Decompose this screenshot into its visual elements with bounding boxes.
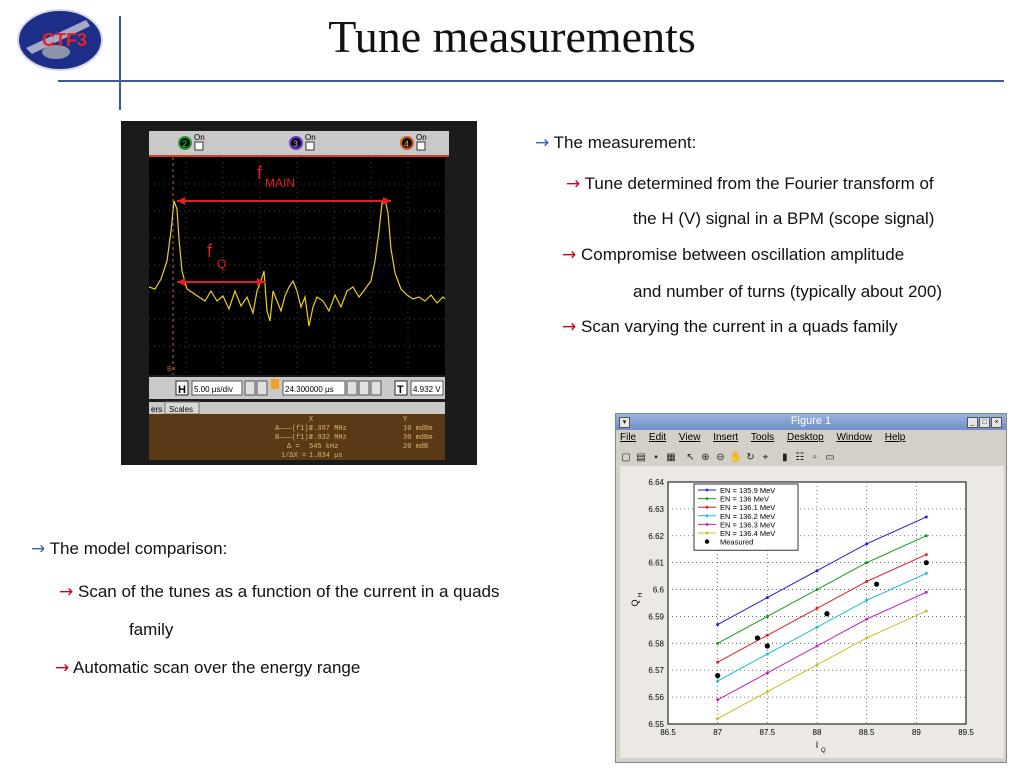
svg-text:2.387 MHz: 2.387 MHz [309, 425, 347, 433]
svg-text:A———(f1)=: A———(f1)= [275, 425, 313, 433]
svg-text:Δ =: Δ = [287, 443, 300, 451]
y-tick-label: 6.58 [648, 639, 664, 649]
series-2-point [716, 642, 719, 645]
print-icon[interactable]: ▦ [666, 452, 676, 463]
x-tick-label: 88.5 [858, 728, 875, 737]
y-axis-label-subscript: H [638, 592, 644, 597]
series-6-point [716, 717, 719, 720]
y-tick-label: 6.59 [648, 612, 664, 622]
svg-text:30 mdBm: 30 mdBm [403, 434, 433, 442]
measured-point [715, 673, 720, 678]
series-5-point [716, 698, 719, 701]
svg-text:H: H [178, 384, 186, 396]
svg-text:1/ΔX =: 1/ΔX = [281, 452, 307, 460]
y-tick-label: 6.55 [648, 720, 664, 729]
legend-marker [706, 489, 709, 492]
figure-toolbar [620, 447, 1004, 463]
delay-left-button[interactable] [347, 381, 357, 395]
arrow-right-icon: → [562, 317, 577, 337]
y-tick-label: 6.61 [648, 558, 664, 568]
new-icon[interactable]: ▢ [621, 452, 631, 463]
menu-view[interactable]: View [678, 432, 701, 443]
menu-tools[interactable]: Tools [750, 432, 775, 443]
scope-screenshot [121, 121, 477, 465]
arrow-right-icon: → [55, 658, 70, 678]
menu-insert[interactable]: Insert [713, 432, 739, 443]
y-axis-label: Q [630, 599, 640, 607]
series-2-point [766, 615, 769, 618]
menu-window[interactable]: Window [836, 432, 873, 443]
menu-file[interactable]: File [620, 432, 637, 443]
arrow-right-icon: → [535, 133, 550, 153]
svg-text:1.834 µs: 1.834 µs [309, 452, 343, 460]
menu-desktop[interactable]: Desktop [786, 432, 824, 443]
svg-text:4: 4 [404, 139, 410, 149]
right-bullet-3-line1: Scan varying the current in a quads family [580, 317, 898, 336]
legend-entry: EN = 136.1 MeV [720, 503, 776, 513]
menu-help[interactable]: Help [884, 432, 906, 443]
x-tick-label: 89.5 [958, 728, 974, 737]
series-1-point [766, 596, 769, 599]
series-5-point [865, 618, 868, 621]
show-plot-tools-icon[interactable]: ▭ [825, 452, 835, 463]
zoom-out-icon[interactable]: ⊖ [716, 452, 725, 463]
series-3-point [766, 634, 769, 637]
legend-entry: EN = 136.2 MeV [720, 511, 776, 521]
slide-title: Tune measurements [328, 11, 696, 62]
legend-entry: EN = 135.9 MeV [720, 486, 776, 495]
legend-marker [706, 523, 709, 526]
svg-text:20 mdB: 20 mdB [403, 443, 429, 451]
series-4-point [766, 653, 769, 656]
figure-title: Figure 1 [790, 415, 832, 427]
left-heading-text: The model comparison: [49, 539, 228, 558]
series-3-point [865, 580, 868, 583]
arrow-right-icon: → [59, 582, 74, 602]
series-5-point [766, 671, 769, 674]
measured-point [924, 560, 929, 565]
right-bullet-2 [562, 245, 904, 265]
right-bullet-1 [566, 174, 934, 194]
right-bullet-2-line2: and number of turns (typically about 200) [633, 282, 943, 301]
zoom-in-icon[interactable]: ⊕ [701, 452, 710, 463]
series-3-point [816, 607, 819, 610]
x-tick-label: 86.5 [660, 728, 676, 737]
svg-text:10 mdBm: 10 mdBm [403, 425, 433, 433]
series-1-point [816, 569, 819, 572]
arrow-right-icon: → [566, 174, 581, 194]
tune-chart [620, 466, 1004, 758]
open-icon[interactable]: ▤ [636, 452, 646, 463]
tab-scales[interactable]: Scales [169, 405, 194, 414]
y-tick-label: 6.56 [648, 693, 664, 703]
series-6-point [766, 690, 769, 693]
right-bullet-3 [562, 317, 898, 337]
series-4-point [816, 626, 819, 629]
right-bullet-1-line2: the H (V) signal in a BPM (scope signal) [633, 209, 935, 228]
series-1-point [865, 542, 868, 545]
series-6-point [925, 610, 928, 613]
y-tick-label: 6.57 [648, 666, 664, 676]
series-2-point [816, 588, 819, 591]
x-tick-label: 87 [713, 728, 723, 737]
trigger-marker-icon [271, 379, 279, 389]
time-up-button[interactable] [257, 381, 267, 395]
menu-edit[interactable]: Edit [648, 432, 667, 443]
left-bullet-2 [55, 658, 360, 678]
series-1-point [925, 515, 928, 518]
y-tick-label: 6.63 [648, 504, 664, 514]
legend-marker [706, 506, 709, 509]
svg-text:Y: Y [403, 416, 408, 424]
series-4-point [925, 572, 928, 575]
data-cursor-icon[interactable]: ⌖ [762, 452, 769, 463]
f-main-subscript: MAIN [265, 176, 295, 190]
save-icon[interactable]: ▪ [654, 452, 658, 463]
arrow-right-icon: → [562, 245, 577, 265]
series-2-point [865, 561, 868, 564]
window-menu-icon[interactable]: ▾ [619, 417, 630, 428]
rotate-icon[interactable]: ↻ [746, 452, 755, 463]
figure-window [615, 413, 1007, 763]
svg-text:5.00 µs/div: 5.00 µs/div [194, 385, 233, 394]
svg-text:T: T [397, 384, 404, 396]
right-heading [535, 133, 696, 153]
measured-point [824, 611, 829, 616]
series-6-point [865, 636, 868, 639]
y-tick-label: 6.62 [648, 531, 664, 541]
legend-entry: EN = 136 MeV [720, 494, 769, 504]
series-2-point [925, 534, 928, 537]
series-1-point [716, 623, 719, 626]
series-5-point [816, 645, 819, 648]
series-3-point [716, 661, 719, 664]
svg-text:545 kHz: 545 kHz [309, 443, 339, 451]
series-6-point [816, 663, 819, 666]
arrow-right-icon: → [31, 539, 46, 559]
legend-icon[interactable]: ☷ [795, 452, 805, 463]
x-tick-label: 89 [911, 728, 921, 737]
svg-text:2: 2 [182, 139, 188, 149]
close-icon[interactable]: × [991, 417, 1002, 428]
legend-marker [705, 539, 709, 543]
maximize-icon[interactable]: □ [979, 417, 990, 428]
x-tick-label: 88 [812, 728, 822, 737]
left-heading [31, 539, 227, 559]
x-axis-label-subscript: Q [821, 748, 826, 754]
series-4-point [865, 599, 868, 602]
svg-text:B———(f1)=: B———(f1)= [275, 434, 313, 442]
right-bullet-1-line1: Tune determined from the Fourier transform of [584, 174, 934, 193]
hide-plot-tools-icon[interactable]: ▫ [813, 452, 817, 463]
right-heading-text: The measurement: [553, 133, 697, 152]
colorbar-icon[interactable]: ▮ [782, 452, 788, 463]
measured-point [755, 635, 760, 640]
legend-entry: EN = 136.4 MeV [720, 529, 776, 538]
legend-marker [706, 497, 709, 500]
legend-marker [706, 514, 709, 517]
delay-zero-button[interactable] [359, 381, 369, 395]
x-axis-label: I [815, 740, 819, 750]
measured-point [874, 582, 879, 587]
figure-menubar [620, 432, 915, 443]
time-down-button[interactable] [245, 381, 255, 395]
svg-text:On: On [194, 133, 205, 142]
left-bullet-1-line1: Scan of the tunes as a function of the current in a quads [77, 582, 500, 601]
left-bullet-2-line1: Automatic scan over the energy range [73, 658, 361, 677]
left-bullet-1-line2: family [129, 620, 174, 639]
svg-text:On: On [416, 133, 427, 142]
measured-point [765, 643, 770, 648]
right-bullet-2-line1: Compromise between oscillation amplitude [580, 245, 905, 264]
delay-right-button[interactable] [371, 381, 381, 395]
y-tick-label: 6.6 [652, 585, 664, 595]
svg-text:24.300000 µs: 24.300000 µs [285, 385, 334, 394]
series-3-point [925, 553, 928, 556]
svg-text:B×: B× [167, 366, 176, 373]
tab-markers[interactable]: ers [151, 405, 163, 414]
figure-canvas [620, 466, 1004, 758]
legend-entry: Measured [720, 537, 754, 547]
minimize-icon[interactable]: _ [967, 417, 978, 428]
series-4-point [716, 679, 719, 682]
x-tick-label: 87.5 [759, 728, 776, 737]
figure-titlebar[interactable] [616, 414, 1006, 430]
y-tick-label: 6.64 [648, 478, 664, 487]
scope-display [121, 121, 477, 465]
svg-text:3: 3 [293, 139, 299, 149]
svg-text:On: On [305, 133, 316, 142]
legend-marker [706, 532, 709, 535]
svg-text:X: X [309, 416, 314, 424]
title-horizontal-rule [58, 80, 1004, 82]
svg-text:2.932 MHz: 2.932 MHz [309, 434, 347, 442]
f-q-subscript: Q [217, 257, 227, 271]
f-main-label: f [257, 163, 263, 183]
left-bullet-1 [59, 582, 499, 602]
f-q-label: f [207, 241, 213, 261]
svg-text:CTF3: CTF3 [42, 30, 87, 50]
pan-icon[interactable]: ✋ [729, 452, 742, 463]
svg-text:4.932 V: 4.932 V [413, 385, 441, 394]
series-5-point [925, 591, 928, 594]
legend-entry: EN = 136.3 MeV [720, 520, 776, 530]
pointer-icon[interactable]: ↖ [686, 452, 695, 463]
